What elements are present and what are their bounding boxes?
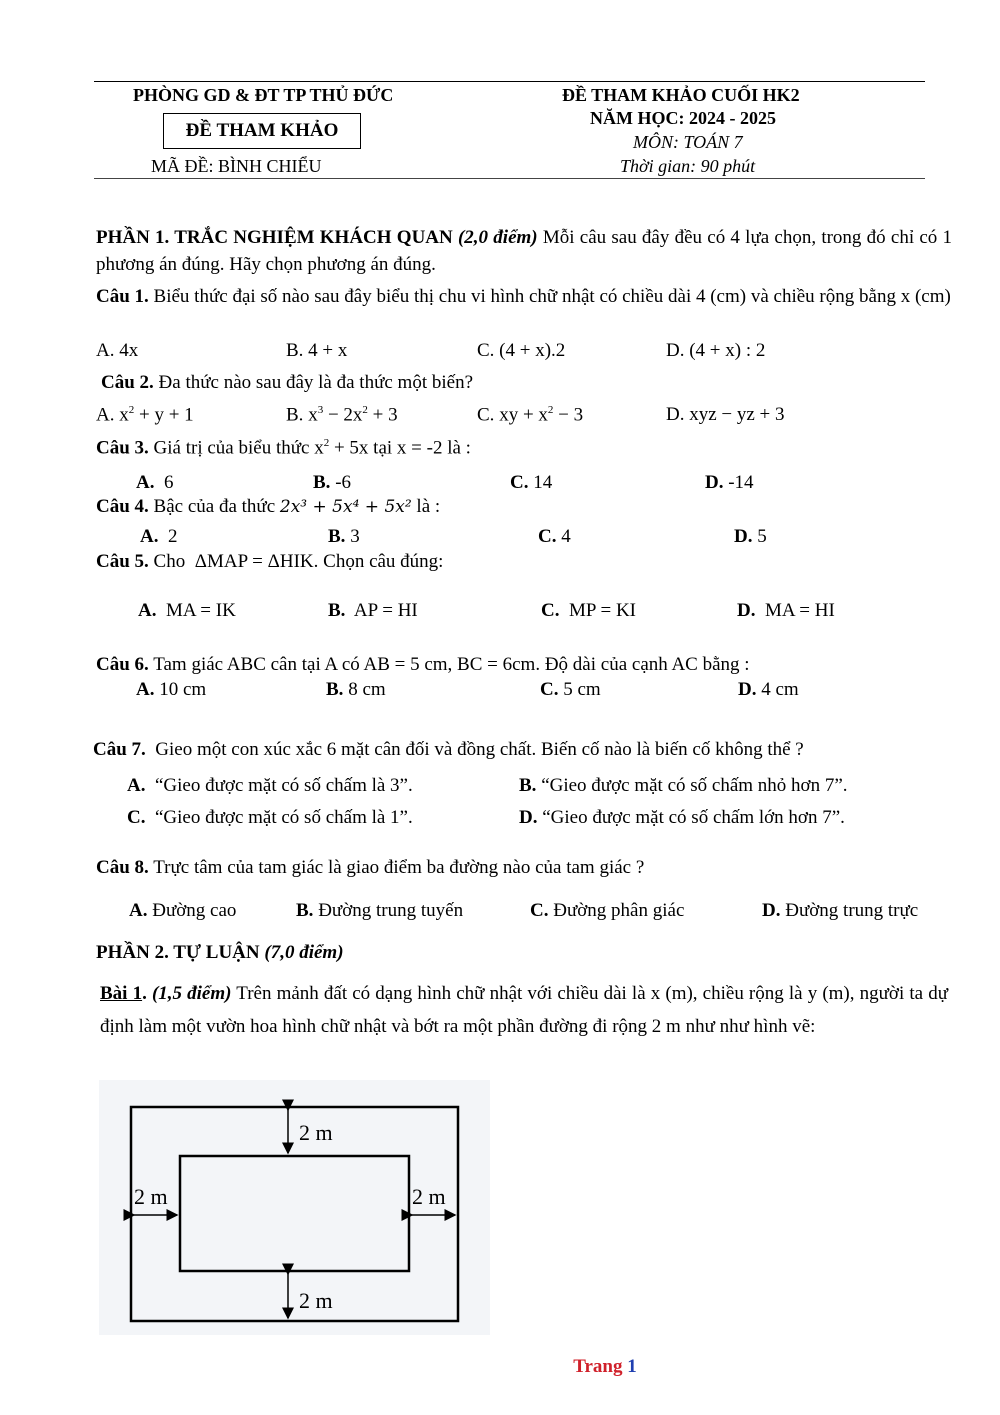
inner-rectangle	[180, 1156, 409, 1271]
q7-option-c: C. “Gieo được mặt có số chấm là 1”.	[127, 807, 413, 828]
q8-option-a: A. Đường cao	[129, 900, 237, 921]
q1-option-c: C. (4 + x).2	[477, 340, 566, 361]
exam-code: MÃ ĐỀ: BÌNH CHIỂU	[151, 156, 322, 176]
q3-option-b: B. -6	[313, 472, 352, 493]
part2-points: (7,0 điểm)	[264, 942, 344, 963]
q7-option-d: D. “Gieo được mặt có số chấm lớn hơn 7”.	[519, 807, 845, 828]
q4-option-d: D. 5	[734, 526, 767, 547]
q8-option-b: B. Đường trung tuyến	[296, 900, 464, 921]
department-name: PHÒNG GD & ĐT TP THỦ ĐỨC	[133, 85, 394, 105]
q1-option-a: A. 4x	[96, 340, 139, 361]
q3-option-a: A. 6	[136, 472, 174, 493]
exam-type-label: ĐỀ THAM KHẢO	[185, 120, 339, 141]
exam-type-box	[163, 113, 361, 149]
part2-heading	[96, 942, 344, 964]
subject: MÔN: TOÁN 7	[633, 132, 743, 152]
exam-title: ĐỀ THAM KHẢO CUỐI HK2	[562, 85, 800, 105]
q6-option-c: C. 5 cm	[540, 679, 601, 700]
right-width-label: 2 m	[412, 1184, 446, 1209]
q2-option-d: D. xyz − yz + 3	[666, 404, 785, 425]
question-6-label: Câu 6.	[96, 654, 149, 675]
q2-option-c: C. xy + $x^2 - 3$	[477, 404, 584, 426]
garden-diagram	[99, 1080, 490, 1335]
exam-duration: Thời gian: 90 phút	[620, 156, 756, 176]
school-year: NĂM HỌC: 2024 - 2025	[590, 108, 776, 128]
part1-heading	[96, 224, 952, 278]
question-6-text: Tam giác ABC cân tại A có AB = 5 cm, BC = 6cm. Độ dài của cạnh AC bằng :	[153, 654, 750, 675]
q4-option-b: B. 3	[328, 526, 360, 547]
question-8	[96, 857, 644, 879]
q3-option-c: C. 14	[510, 472, 553, 493]
question-7-label: Câu 7.	[93, 739, 146, 760]
part1-title: PHẦN 1. TRẮC NGHIỆM KHÁCH QUAN	[96, 227, 453, 248]
exercise-1-label: Bài 1	[100, 983, 143, 1004]
q1-option-d: D. (4 + x) : 2	[666, 340, 766, 361]
left-width-label: 2 m	[134, 1184, 168, 1209]
header-bottom-rule	[94, 178, 925, 179]
question-3: Câu 3. Giá trị của biểu thức $x^2 + 5x$ tại x = -2 là :	[96, 437, 471, 459]
part2-title: PHẦN 2. TỰ LUẬN	[96, 942, 260, 963]
question-8-text: Trực tâm của tam giác là giao điểm ba đường nào của tam giác ?	[153, 857, 645, 878]
question-3-label: Câu 3.	[96, 437, 149, 459]
q3-option-d: D. -14	[705, 472, 754, 493]
q6-option-a: A. 10 cm	[136, 679, 207, 700]
top-width-label: 2 m	[299, 1120, 333, 1145]
question-1-label: Câu 1.	[96, 286, 149, 307]
q2-option-a: A. $x^2 + y + 1$	[96, 404, 194, 426]
question-2-label: Câu 2.	[101, 372, 154, 393]
question-5-label: Câu 5.	[96, 551, 149, 572]
question-7	[93, 739, 804, 761]
question-1-text: Biểu thức đại số nào sau đây biểu thị chu vi hình chữ nhật có chiều dài 4 (cm) và chiều rộng bằng x (cm)	[153, 286, 951, 307]
question-4-label: Câu 4.	[96, 496, 149, 517]
q5-expression: ΔMAP = ΔHIK	[194, 551, 314, 572]
question-5: Câu 5. Cho ΔMAP = ΔHIK. Chọn câu đúng:	[96, 551, 444, 572]
q5-option-b: B. AP = HI	[328, 600, 418, 621]
header-top-rule	[94, 81, 925, 82]
q5-option-d: D. MA = HI	[737, 600, 835, 621]
q5-option-a: A. MA = IK	[138, 600, 236, 621]
part1-points: (2,0 điểm)	[457, 227, 538, 248]
q4-option-a: A. 2	[140, 526, 178, 547]
bottom-width-label: 2 m	[299, 1288, 333, 1313]
exercise-1: Bài 1. (1,5 điểm) Trên mảnh đất có dạng hình chữ nhật với chiều dài là x (m), chiều rộng là y (m), người ta dự định làm một vườn hoa hình chữ nhật và bớt ra một phần đường đi rộng 2 m như như hình vẽ:	[100, 983, 948, 1037]
garden-figure	[99, 1080, 490, 1335]
q4-polynomial: 2x³ + 5x⁴ + 5x²	[279, 497, 412, 517]
q7-option-a: A. “Gieo được mặt có số chấm là 3”.	[127, 775, 413, 796]
q5-option-c: C. MP = KI	[541, 600, 637, 621]
question-7-text: Gieo một con xúc xắc 6 mặt cân đối và đồng chất. Biến cố nào là biến cố không thể ?	[155, 739, 804, 760]
q4-option-c: C. 4	[538, 526, 571, 547]
question-2-text: Đa thức nào sau đây là đa thức một biến?	[158, 372, 474, 393]
page-number: 1	[627, 1356, 637, 1377]
q2-option-b: B. $x^3 - 2x^2 + 3$	[286, 404, 398, 426]
part1-intro: Mỗi câu sau đây đều có 4 lựa chọn, trong đó chỉ có 1 phương án đúng. Hãy chọn phương án đúng.	[96, 227, 953, 275]
question-6	[96, 654, 750, 676]
q1-option-b: B. 4 + x	[286, 340, 348, 361]
page-label: Trang	[573, 1356, 623, 1377]
q6-option-b: B. 8 cm	[326, 679, 386, 700]
question-8-label: Câu 8.	[96, 857, 149, 878]
exercise-1-text: Trên mảnh đất có dạng hình chữ nhật với chiều dài là x (m), chiều rộng là y (m), người ta dự định làm một vườn hoa hình chữ nhật và bớt ra một phần đường đi rộng 2 m như như hình vẽ:	[100, 983, 948, 1037]
exercise-1-points: (1,5 điểm)	[151, 983, 232, 1004]
q6-option-d: D. 4 cm	[738, 679, 799, 700]
q8-option-d: D. Đường trung trực	[762, 900, 919, 921]
question-2	[101, 372, 473, 394]
q7-option-b: B. “Gieo được mặt có số chấm nhỏ hơn 7”.	[519, 775, 848, 796]
page-footer	[0, 1356, 1000, 1378]
question-4: Câu 4. Bậc của đa thức 2x³ + 5x⁴ + 5x² là :	[96, 496, 441, 517]
q8-option-c: C. Đường phân giác	[530, 900, 685, 921]
question-1	[96, 283, 952, 310]
